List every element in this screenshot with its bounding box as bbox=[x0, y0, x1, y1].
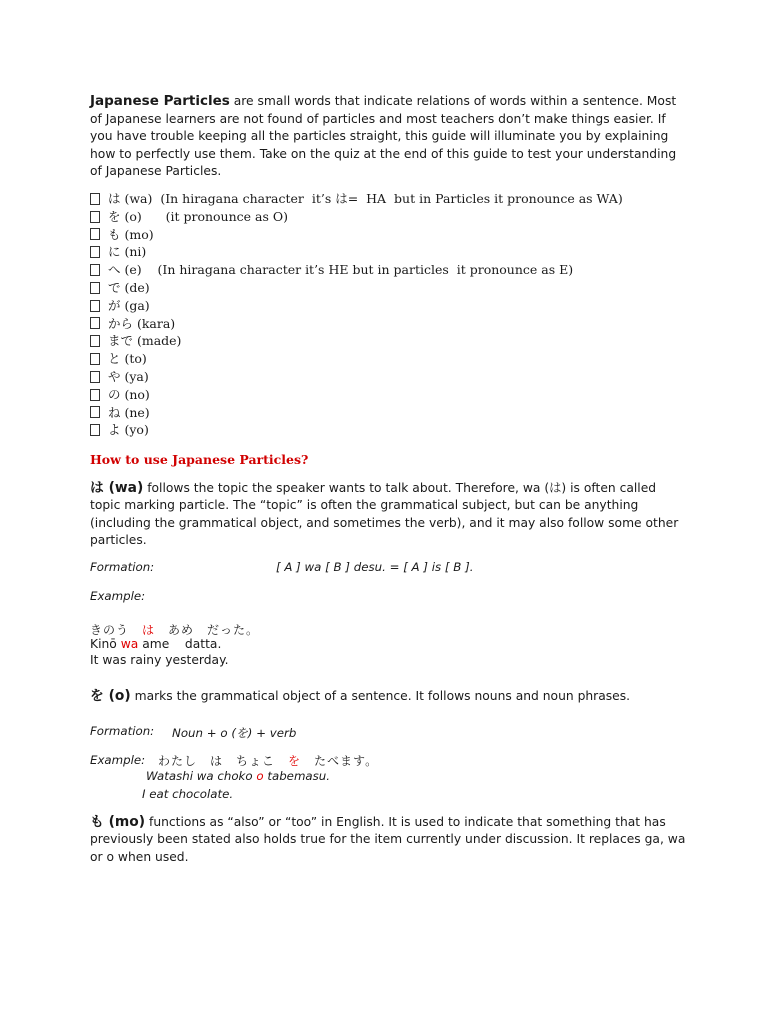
particle-list-text: の (no) bbox=[108, 386, 150, 402]
checkbox-square-icon bbox=[90, 317, 100, 329]
checkbox-square-icon bbox=[90, 211, 100, 223]
particle-list-item bbox=[90, 368, 690, 386]
particle-list-text: も (mo) bbox=[108, 226, 154, 242]
o-text: marks the grammatical object of a sentence. It follows nouns and noun phrases. bbox=[130, 689, 631, 703]
wa-formation: [ A ] wa [ B ] desu. = [ A ] is [ B ]. bbox=[276, 560, 474, 574]
o-jp-post: たべます。 bbox=[301, 754, 379, 768]
wa-romaji-pre: Kinō bbox=[90, 637, 121, 651]
o-romaji-post: tabemasu. bbox=[263, 769, 331, 783]
wa-romaji-particle: wa bbox=[120, 637, 139, 651]
particle-list-item bbox=[90, 421, 690, 439]
checkbox-square-icon bbox=[90, 300, 100, 312]
particle-list-text: は (wa) (In hiragana character it’s は= HA but in Particles it pronounce as WA) bbox=[108, 191, 623, 206]
wa-jp-post: あめ だった。 bbox=[155, 623, 260, 637]
wa-formation-label: Formation: bbox=[90, 560, 155, 574]
checkbox-square-icon bbox=[90, 335, 100, 347]
checkbox-square-icon bbox=[90, 371, 100, 383]
particle-list-text: と (to) bbox=[108, 351, 147, 367]
particle-list-text: よ (yo) bbox=[108, 422, 149, 438]
o-example-japanese bbox=[158, 752, 378, 769]
intro-paragraph bbox=[90, 93, 690, 181]
o-example-romaji bbox=[146, 769, 330, 783]
particle-list-item bbox=[90, 226, 690, 244]
checkbox-square-icon bbox=[90, 264, 100, 276]
mo-paragraph bbox=[90, 814, 690, 866]
checkbox-square-icon bbox=[90, 246, 100, 258]
o-romaji-particle: o bbox=[256, 769, 264, 783]
how-to-heading: How to use Japanese Particles? bbox=[90, 452, 309, 467]
particle-list-item bbox=[90, 243, 690, 261]
wa-paragraph bbox=[90, 480, 690, 550]
wa-example-japanese bbox=[90, 621, 259, 638]
particle-list-item bbox=[90, 279, 690, 297]
o-example-label: Example: bbox=[90, 753, 146, 767]
particle-list-item bbox=[90, 350, 690, 368]
wa-term: は (wa) bbox=[90, 480, 144, 496]
particle-list-text: へ (e) (In hiragana character it’s HE but in particles it pronounce as E) bbox=[108, 262, 574, 278]
particle-list-item bbox=[90, 386, 690, 404]
o-romaji-pre: Watashi wa choko bbox=[146, 769, 257, 783]
particle-list-text: を (o) (it pronounce as O) bbox=[108, 208, 288, 224]
checkbox-square-icon bbox=[90, 282, 100, 294]
particle-list-text: から (kara) bbox=[108, 315, 176, 331]
intro-text: are small words that indicate relations of words within a sentence. Most of Japanese learners are not found of particles and most teachers don’t make things easier. If you have trouble keeping all the particles straight, this guide will illuminate you by explaining how to perfectly use them. Take on the quiz at the end of this guide to test your understanding of Japanese Particles. bbox=[90, 94, 677, 179]
wa-text: follows the topic the speaker wants to talk about. Therefore, wa (は) is often called topic marking particle. The “topic” is often the grammatical subject, but can be anything (including the grammatical object, and sometimes the verb), and it may also follow some other particles. bbox=[90, 481, 679, 548]
o-paragraph bbox=[90, 688, 690, 705]
wa-example-english: It was rainy yesterday. bbox=[90, 653, 229, 667]
particle-list-item bbox=[90, 208, 690, 226]
particle-list-text: が (ga) bbox=[108, 297, 150, 313]
o-jp-pre: わたし は ちょこ bbox=[158, 754, 289, 768]
particle-list-item bbox=[90, 261, 690, 279]
mo-term: も (mo) bbox=[90, 814, 146, 830]
wa-romaji-post: ame datta. bbox=[138, 637, 222, 651]
particle-list bbox=[90, 190, 690, 439]
particle-list-text: で (de) bbox=[108, 279, 150, 295]
checkbox-square-icon bbox=[90, 228, 100, 240]
particle-list-text: や (ya) bbox=[108, 368, 149, 384]
o-term: を (o) bbox=[90, 688, 131, 704]
particle-list-text: まで (made) bbox=[108, 333, 182, 349]
checkbox-square-icon bbox=[90, 424, 100, 436]
o-jp-particle: を bbox=[288, 754, 302, 768]
wa-jp-pre: きのう bbox=[90, 623, 143, 637]
checkbox-square-icon bbox=[90, 406, 100, 418]
checkbox-square-icon bbox=[90, 353, 100, 365]
wa-jp-particle: は bbox=[142, 623, 156, 637]
mo-text: functions as “also” or “too” in English. It is used to indicate that something that has previously been stated also holds true for the item currently under discussion. It replaces ga, wa or o when used. bbox=[90, 815, 686, 864]
checkbox-square-icon bbox=[90, 389, 100, 401]
o-formation: Noun + o (を) + verb bbox=[172, 726, 297, 740]
particle-list-text: ね (ne) bbox=[108, 404, 150, 420]
checkbox-square-icon bbox=[90, 193, 100, 205]
particle-list-item bbox=[90, 332, 690, 350]
particle-list-item bbox=[90, 315, 690, 333]
intro-term: Japanese Particles bbox=[90, 93, 230, 109]
o-formation-label: Formation: bbox=[90, 724, 155, 738]
o-example-english: I eat chocolate. bbox=[142, 787, 234, 801]
particle-list-text: に (ni) bbox=[108, 244, 147, 260]
particle-list-item bbox=[90, 297, 690, 315]
wa-example-label: Example: bbox=[90, 589, 146, 603]
particle-list-item bbox=[90, 190, 690, 208]
particle-list-item bbox=[90, 404, 690, 422]
wa-example-romaji bbox=[90, 637, 221, 651]
